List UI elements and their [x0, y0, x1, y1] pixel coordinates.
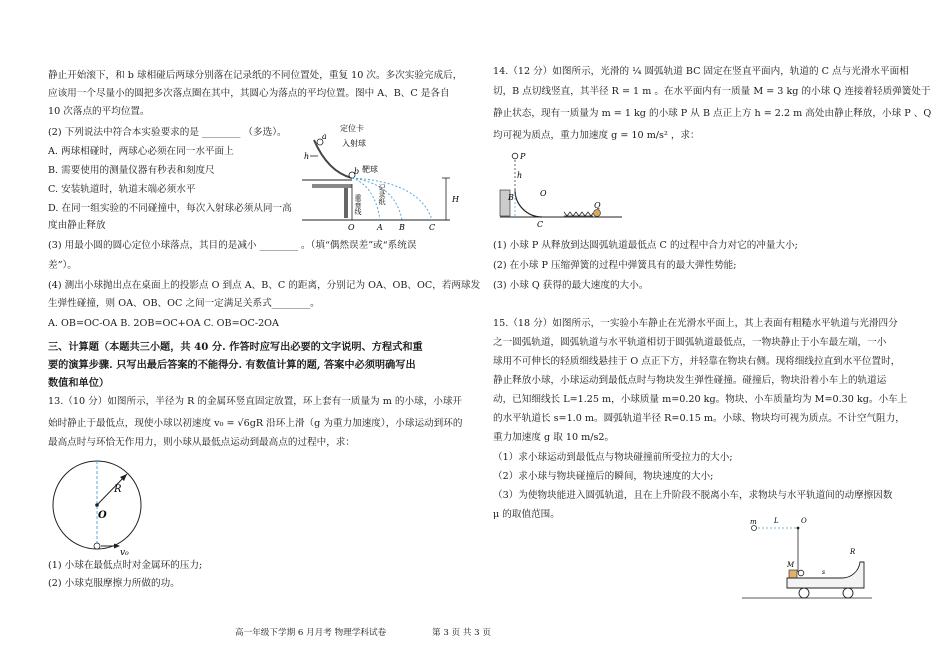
label-s: s: [822, 569, 826, 576]
label-plumb-line: 重垂线: [354, 194, 362, 215]
q4-options: A. OB=OC-OA B. 2OB=OC+OA C. OB=OC-2OA: [48, 318, 279, 329]
wheel-right: [843, 588, 853, 598]
label-O: O: [348, 223, 355, 232]
q14-sub-1: (1) 小球 P 从释放到达圆弧轨道最低点 C 的过程中合力对它的冲量大小;: [493, 240, 798, 251]
quarter-arc-figure: [498, 150, 624, 230]
arc-track-BC: [515, 190, 542, 217]
q2-option-d-cont: 度由静止释放: [48, 220, 106, 231]
cart-figure: [742, 510, 872, 610]
label-b: b: [354, 167, 360, 176]
q13-line-3: 最高点时与环恰无作用力，则小球从最低点运动到最高点的过程中，求：: [48, 437, 355, 448]
q3-line-2: 差”）。: [48, 260, 77, 271]
q15-sub-3: （3）为使物块能进入圆弧轨道，且在上升阶段不脱离小车，求物块与水平轨道间的动摩擦因数: [493, 490, 893, 501]
table-leg: [344, 188, 348, 218]
section3-heading-1: 三、计算题（本题共三小题，共 40 分. 作答时应写出必要的文字说明、方程式和重: [48, 341, 423, 353]
intro-line-2: 应该用一个尽量小的圆把多次落点圈在其中，其圆心为落点的平均位置。图中 A、B、C 是各自: [48, 88, 450, 99]
label-P: P: [520, 152, 526, 161]
q15-line-6: 的水平轨道长 s=1.0 m。圆弧轨道半径 R=0.15 m。小球、物块均可视为质点。不计空气阻力，: [493, 413, 905, 424]
q13-sub-1: (1) 小球在最低点时对金属环的压力;: [48, 560, 203, 571]
label-R: R: [114, 484, 122, 495]
footer-page-number: 第 3 页 共 3 页: [432, 628, 491, 638]
pendulum-ball-bottom: [798, 570, 804, 576]
q15-sub-2: （2）求小球与物块碰撞后的瞬间，物块速度的大小;: [493, 471, 714, 482]
label-m: m: [750, 518, 757, 526]
q15-sub-1: （1）求小球运动到最低点与物块碰撞前所受拉力的大小;: [493, 452, 733, 463]
block-M: [789, 570, 797, 578]
q14-line-4: 均可视为质点，重力加速度 g = 10 m/s² ，求：: [493, 130, 700, 141]
trajectory-c: [352, 178, 432, 220]
label-B: B: [508, 193, 514, 202]
ball-P: [512, 153, 518, 159]
label-C: C: [429, 223, 436, 232]
pivot-O: [797, 527, 800, 530]
q15-line-5: 动，已知细线长 L=1.25 m，小球质量 m=0.20 kg。物块、小车质量均为 M=0.30 kg。小车上: [493, 394, 908, 405]
collision-experiment-figure: [300, 122, 466, 234]
q15-line-7: 重力加速度 g 取 10 m/s2。: [493, 432, 615, 443]
q13-sub-2: (2) 小球克服摩擦力所做的功。: [48, 578, 180, 589]
ring-figure: [50, 460, 160, 556]
q15-line-4: 静止释放小球，小球运动到最低点时与物块发生弹性碰撞。碰撞后，物块沿着小车上的轨道运: [493, 375, 887, 386]
label-O: O: [801, 517, 807, 525]
q2-option-c: C. 安装轨道时，轨道末端必须水平: [48, 184, 196, 195]
footer-exam-title: 高一年级下学期 6 月月考 物理学科试卷: [235, 628, 387, 638]
q14-line-3: 静止状态，现有一质量为 m = 1 kg 的小球 P 从 B 点正上方 h = 2.2 m 高处由静止释放，小球 P 、Q: [493, 108, 932, 119]
label-O-center: O: [98, 510, 107, 521]
label-record-paper: 记录纸: [378, 184, 386, 205]
label-A: A: [377, 223, 383, 232]
wheel-left: [799, 588, 809, 598]
q13-line-1: 13.（10 分）如图所示，半径为 R 的金属环竖直固定放置，环上套有一质量为 m 的小球，小球开: [48, 396, 463, 407]
label-M: M: [787, 561, 795, 569]
label-locator-card: 定位卡: [340, 124, 364, 133]
label-H: H: [452, 195, 459, 204]
q3-line-1: (3) 用最小圆的圆心定位小球落点，其目的是减小 ________ 。（填“偶然误差”或“系统误: [48, 240, 417, 251]
label-L: L: [774, 517, 779, 525]
q15-sub-3-cont: μ 的取值范围。: [493, 509, 560, 520]
q15-line-3: 球用不可伸长的轻质细线悬挂于 O 点正下方，并轻靠在物块右侧。现将细线拉直到水平位置时，: [493, 356, 901, 367]
q2-option-d: D. 在同一组实验的不同碰撞中，每次入射球必须从同一高: [48, 203, 292, 214]
q2-option-a: A. 两球相碰时，两球心必须在同一水平面上: [48, 146, 234, 157]
spring: [564, 212, 593, 216]
label-h: h: [517, 171, 523, 180]
center-point: [95, 503, 99, 507]
label-h: h: [304, 152, 310, 161]
q15-line-1: 15.（18 分）如图所示，一实验小车静止在光滑水平面上，其上表面有粗糙水平轨道与光滑四分: [493, 318, 898, 329]
q4-line-2: 生弹性碰撞，则 OA、OB、OC 之间一定满足关系式________。: [48, 298, 320, 309]
table-top: [312, 184, 352, 188]
pendulum-ball-start: [752, 526, 757, 531]
small-ball: [94, 543, 100, 549]
q4-line-1: (4) 测出小球抛出点在桌面上的投影点 O 到点 A、B、C 的距离，分别记为 OA、OB、OC，若两球发: [48, 280, 481, 291]
label-O: O: [540, 189, 547, 198]
label-C: C: [537, 220, 544, 229]
label-R: R: [850, 548, 856, 556]
q2-stem: (2) 下列说法中符合本实验要求的是 ________ （多选）。: [48, 127, 287, 138]
label-target-ball: 靶球: [362, 165, 378, 174]
label-B: B: [399, 223, 405, 232]
label-v0: v₀: [120, 548, 129, 556]
label-a: a: [322, 132, 327, 141]
intro-line-1: 静止开始滚下，和 b 球相碰后两球分别落在记录纸的不同位置处，重复 10 次。多次实验完成后，: [48, 70, 463, 81]
section3-heading-2: 要的演算步骤. 只写出最后答案的不能得分. 有数值计算的题, 答案中必须明确写出: [48, 359, 416, 371]
ball-Q: [594, 210, 601, 217]
q14-sub-2: (2) 在小球 P 压缩弹簧的过程中弹簧具有的最大弹性势能;: [493, 260, 737, 271]
q14-line-1: 14.（12 分）如图所示，光滑的 ¼ 圆弧轨道 BC 固定在竖直平面内，轨道的 C 点与光滑水平面相: [493, 66, 909, 77]
q15-line-2: 之一圆弧轨道，圆弧轨道与水平轨道相切于圆弧轨道最低点，一物块静止于小车最左端，一小: [493, 337, 887, 348]
q14-sub-3: (3) 小球 Q 获得的最大速度的大小。: [493, 280, 649, 291]
q2-option-b: B. 需要使用的测量仪器有秒表和刻度尺: [48, 165, 215, 176]
label-Q: Q: [594, 201, 601, 210]
intro-line-3: 10 次落点的平均位置。: [48, 106, 150, 117]
label-incident-ball: 入射球: [342, 139, 366, 148]
section3-heading-3: 数值和单位）: [48, 377, 110, 389]
q14-line-2: 切，B 点切线竖直，其半径 R = 1 m 。在水平面内有一质量 M = 3 kg 的小球 Q 连接着轻质弹簧处于: [493, 86, 931, 97]
q13-line-2: 始时静止于最低点，现使小球以初速度 v₀ = √6gR 沿环上滑（g 为重力加速度），小球运动到环的: [48, 418, 463, 429]
